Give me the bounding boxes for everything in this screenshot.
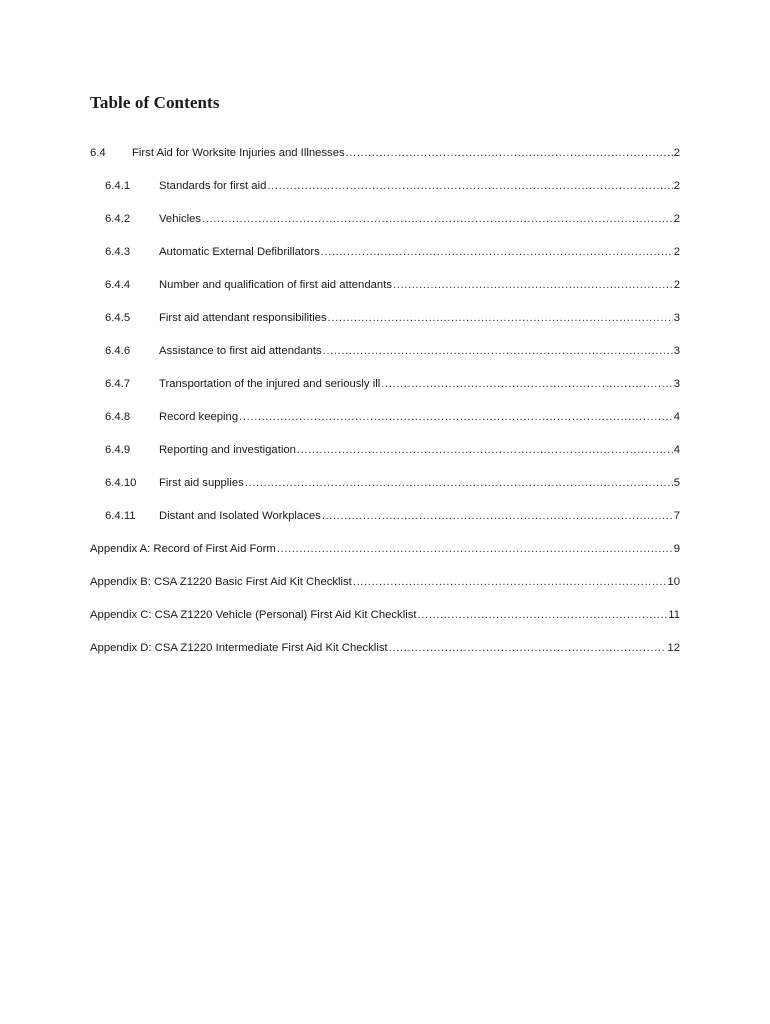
toc-entry-page: 4 [673, 411, 680, 423]
toc-dot-leader [277, 543, 673, 555]
toc-entry-number: 6.4.8 [105, 411, 131, 423]
toc-entry-number: 6.4.2 [105, 213, 131, 225]
toc-entry-page: 11 [668, 609, 680, 621]
toc-entry[interactable] [90, 378, 680, 411]
toc-entry[interactable] [90, 213, 680, 246]
toc-entry-page: 3 [673, 345, 680, 357]
toc-entry[interactable] [90, 444, 680, 477]
toc-entry-page: 2 [673, 147, 680, 159]
toc-appendix-entry[interactable] [90, 642, 680, 675]
toc-dot-leader [323, 345, 673, 357]
toc-dot-leader [346, 147, 673, 159]
toc-appendix-entry[interactable] [90, 543, 680, 576]
toc-dot-leader [393, 279, 673, 291]
toc-entry-title: First aid attendant responsibilities [159, 312, 327, 324]
toc-entry-page: 3 [673, 312, 680, 324]
toc-entry-title: Transportation of the injured and seriously ill [159, 378, 381, 390]
toc-dot-leader [202, 213, 673, 225]
toc-dot-leader [389, 642, 667, 654]
toc-dot-leader [353, 576, 667, 588]
toc-entry-number: 6.4.1 [105, 180, 131, 192]
toc-entry[interactable] [90, 312, 680, 345]
toc-dot-leader [245, 477, 673, 489]
toc-entry-number: 6.4.5 [105, 312, 131, 324]
toc-entry-title: Record keeping [159, 411, 239, 423]
toc-entry[interactable] [90, 279, 680, 312]
toc-entry-number: 6.4.9 [105, 444, 131, 456]
toc-entry-number: 6.4.3 [105, 246, 131, 258]
toc-entry-number: 6.4.4 [105, 279, 131, 291]
toc-dot-leader [322, 510, 673, 522]
page-title: Table of Contents [90, 93, 220, 112]
toc-entry-number: 6.4.6 [105, 345, 131, 357]
toc-entry-page: 2 [673, 279, 680, 291]
toc-entry-page: 7 [673, 510, 680, 522]
toc-dot-leader [267, 180, 672, 192]
toc-entry[interactable] [90, 477, 680, 510]
toc-entry-number: 6.4.11 [105, 510, 136, 522]
toc-entry-title: First aid supplies [159, 477, 244, 489]
toc-entry-title: Appendix C: CSA Z1220 Vehicle (Personal) First Aid Kit Checklist [90, 609, 417, 621]
toc-entry-page: 2 [673, 246, 680, 258]
toc-dot-leader [321, 246, 673, 258]
toc-entry-page: 10 [667, 576, 680, 588]
toc-entry-page: 4 [673, 444, 680, 456]
toc-entry-title: Standards for first aid [159, 180, 267, 192]
toc-dot-leader [418, 609, 668, 621]
toc-dot-leader [328, 312, 673, 324]
toc-entry-number: 6.4.10 [105, 477, 137, 489]
toc-entry-title: Assistance to first aid attendants [159, 345, 322, 357]
toc-list [90, 147, 680, 675]
toc-entry[interactable] [90, 246, 680, 279]
toc-entry-title: Automatic External Defibrillators [159, 246, 320, 258]
toc-entry-title: Vehicles [159, 213, 202, 225]
toc-entry-page: 5 [673, 477, 680, 489]
toc-entry-page: 12 [667, 642, 680, 654]
toc-appendix-entry[interactable] [90, 576, 680, 609]
toc-entry-page: 9 [673, 543, 680, 555]
toc-dot-leader [297, 444, 673, 456]
toc-entry[interactable] [90, 411, 680, 444]
toc-entry-number: 6.4 [90, 147, 106, 159]
toc-entry-title: Appendix A: Record of First Aid Form [90, 543, 276, 555]
toc-entry-title: Reporting and investigation [159, 444, 296, 456]
toc-entry-number: 6.4.7 [105, 378, 131, 390]
toc-entry-page: 2 [673, 213, 680, 225]
toc-dot-leader [381, 378, 672, 390]
toc-entry[interactable] [90, 345, 680, 378]
toc-entry-page: 3 [673, 378, 680, 390]
toc-entry-title: Appendix B: CSA Z1220 Basic First Aid Kit Checklist [90, 576, 352, 588]
toc-entry-title: Appendix D: CSA Z1220 Intermediate First Aid Kit Checklist [90, 642, 388, 654]
toc-appendix-entry[interactable] [90, 609, 680, 642]
toc-entry[interactable] [90, 147, 680, 180]
toc-entry[interactable] [90, 180, 680, 213]
toc-entry[interactable] [90, 510, 680, 543]
toc-entry-page: 2 [673, 180, 680, 192]
toc-entry-title: Distant and Isolated Workplaces [159, 510, 321, 522]
toc-entry-title: Number and qualification of first aid attendants [159, 279, 392, 291]
toc-entry-title: First Aid for Worksite Injuries and Illnesses [132, 147, 345, 159]
toc-dot-leader [239, 411, 673, 423]
